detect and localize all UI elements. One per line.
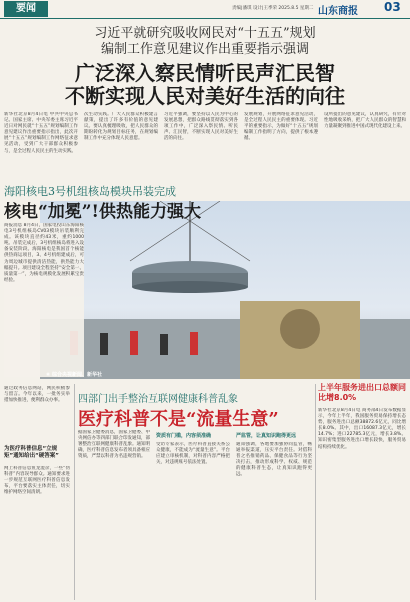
edition-meta: 责编|潘琪 设计|王季荣 2025.8.5 星期二 bbox=[232, 6, 314, 11]
top-headline-line-2: 不断实现人民对美好生活的向往 bbox=[65, 84, 345, 108]
paper-name: 山东商报 bbox=[318, 6, 358, 17]
nuclear-crane-photo bbox=[40, 201, 410, 379]
top-story-col-5: 设所提出的意见建议，认真研究，有针对性地吸收采纳，把广大人民群众的智慧和力量凝聚到推进中国式现代化建设上来。 bbox=[324, 112, 406, 130]
page-number: 03 bbox=[384, 0, 401, 14]
top-story-col-1: 新华社北京8月4日电 中共中央总书记、国家主席、中央军委主席习近平近日对网民就“十五五”规划编制工作意见建议作出重要指示指出，此次开展“十五五”规划编制工作网络征求意见活动，受到广大干部群众积极参与，是全过程人民民主的生动实践。 bbox=[4, 112, 78, 154]
internet-title: 医疗科普不是“流量生意” bbox=[78, 409, 279, 430]
internet-subhead-2: 严监管，让真知识跑得更远 bbox=[236, 433, 297, 439]
top-story-col-2: 次生动实践。广大人民群众积极建言献策，提出了许多有价值的意见建议。要认真梳理吸收，把人民群众的期盼转化为规划目标任务，在规划编制工作中充分体现人民意愿。 bbox=[84, 112, 158, 142]
nuclear-story bbox=[0, 179, 410, 379]
nuclear-text: 商报消息 8月4日，国家电投山东海阳核电3号机组核岛CV03模块吊装顺利完成。该模块直径约43米，重约1000吨。吊装完成后，3号机组核岛将进入设备安装阶段。海阳核电是我国首个核能供热商运项目，3、4号机组建成后，可为周边城市提供清洁热能，供热能力大幅提升。项目建设全程坚持“安全第一、质量第一”，为核电规模化发展积累宝贵经验。 bbox=[4, 223, 84, 377]
top-kicker-line-1: 习近平就研究吸收网民对“十五五”规划 bbox=[94, 26, 316, 41]
internet-subhead-1: 资质有门槛，内容须准确 bbox=[156, 433, 212, 439]
side-divider bbox=[315, 384, 316, 600]
internet-col-3: 通知强调，各地要加强协同监管，畅通举报渠道，压实平台责任。对借科普之名推销药品、保健食品等行为坚决打击，推动形成科学、权威、规范的健康科普生态，让真知识跑得更远。 bbox=[236, 442, 312, 478]
photo-caption: ⑥ 综合央视新闻、新华社 bbox=[46, 372, 102, 378]
column-divider bbox=[74, 384, 75, 600]
top-story-col-3: 习近平强调，要坚持以人民为中心的发展思想，把群众路线贯彻落实到各项工作中，广泛深入察民情、听民声、汇民智，不断实现人民对美好生活的向往。 bbox=[164, 112, 238, 142]
masthead bbox=[0, 0, 410, 18]
lower-left-title: 为医疗科普信息“立规矩”通知给出“硬答案” bbox=[4, 446, 59, 459]
trade-title: 上半年服务进出口总额同比增8.0% bbox=[318, 383, 406, 402]
internet-kicker: 四部门出手整治互联网健康科普乱象 bbox=[78, 394, 238, 405]
section-tag: 要闻 bbox=[4, 1, 48, 17]
internet-col-1: 据国家卫健委消息，国家卫健委、中央网信办等四部门联合印发通知，部署整治互联网健康科普乱象。通知明确，医疗科普信息发布者须具备相应资质，严禁以科普为名违规营销。 bbox=[78, 430, 150, 460]
top-kicker-line-2: 编制工作意见建议作出重要指示强调 bbox=[100, 42, 309, 57]
top-headline-line-1: 广泛深入察民情听民声汇民智 bbox=[75, 61, 335, 85]
internet-col-2: 受访专家表示，医疗科普直接关系公众健康，不能成为“流量生意”。平台应建立审核机制，对科普内容严格把关，对违规账号依法处置。 bbox=[156, 442, 230, 466]
lower-left-column bbox=[0, 382, 72, 602]
crane-illustration bbox=[40, 201, 410, 379]
nuclear-title: 核电“加冕”!供热能力强大 bbox=[4, 202, 202, 222]
trade-body: 新华社北京8月4日电 商务部4日发布数据显示，今年上半年，我国服务贸易保持增长态势，服务进出口总额38872.6亿元，同比增长8.0%。其中，出口16087.3亿元，增长14.7%；进口22785.3亿元，增长3.8%。知识密集型服务进出口增长较快，服务贸易结构持续优化。 bbox=[318, 408, 406, 450]
top-story-col-4: 发展规划，开展网络征求意见活动，是全过程人民民主的重要体现。习近平的重要指示，为做好“十五五”规划编制工作指明了方向，提供了根本遵循。 bbox=[244, 112, 318, 142]
top-rule bbox=[0, 18, 410, 19]
lower-left-intro: 通过政务信息网站，网民积极参与留言。今年以来，一批务实举措加快推进，便利群众办事。 bbox=[4, 386, 70, 404]
nuclear-kicker: 海阳核电3号机组核岛模块吊装完成 bbox=[4, 185, 176, 198]
lower-left-body: 网上科普信息鱼龙混杂，一些“伪科普”内容误导群众。通知要求进一步规范互联网医疗科普信息发布，平台要落实主体责任，切实维护网络空间清朗。 bbox=[4, 466, 70, 496]
